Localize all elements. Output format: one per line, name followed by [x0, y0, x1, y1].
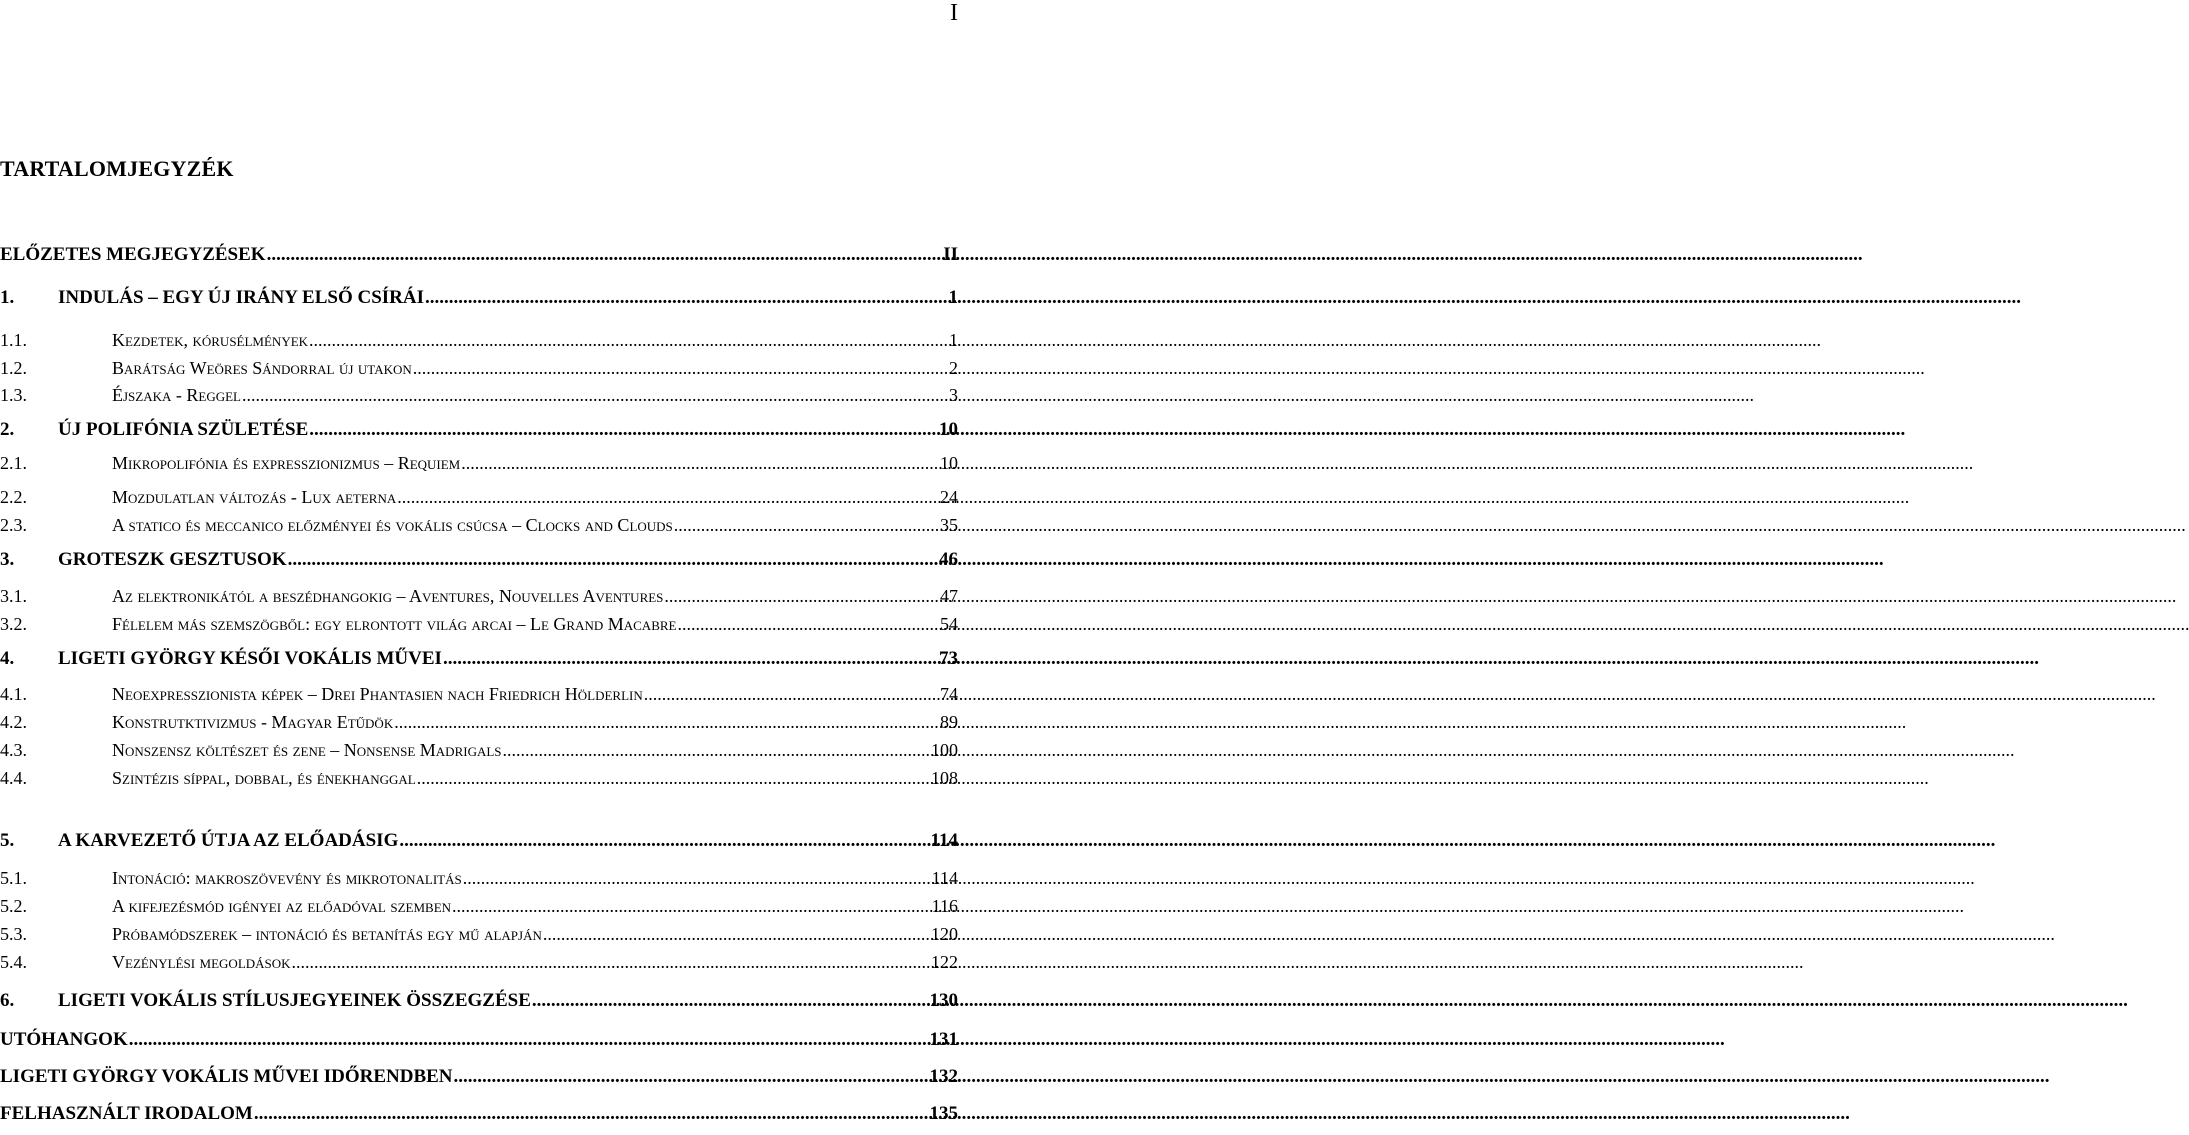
toc-entry[interactable] — [0, 385, 960, 406]
toc-entry-page: 100 — [931, 740, 958, 760]
toc-entry[interactable] — [0, 830, 960, 852]
toc-entry-number: 4.3. — [0, 740, 27, 760]
toc-leader-dots — [425, 287, 948, 309]
toc-entry-label: Vezénylési megoldások — [112, 952, 291, 972]
toc-entry[interactable] — [0, 330, 960, 351]
toc-leader-dots — [267, 244, 943, 266]
toc-entry-number: 4.1. — [0, 684, 27, 704]
toc-entry-number: 5.4. — [0, 952, 27, 972]
page-number: I — [950, 0, 958, 26]
toc-entry-page: 131 — [929, 1029, 958, 1050]
toc-entry-number: 3.1. — [0, 586, 27, 606]
toc-entry-number: 4. — [0, 648, 15, 669]
toc-leader-dots — [463, 868, 931, 889]
toc-leader-dots — [452, 896, 931, 917]
toc-entry-label: Félelem más szemszögből: egy elrontott világ arcai – Le Grand Macabre — [112, 614, 677, 634]
toc-entry-page: 74 — [940, 684, 958, 704]
toc-leader-dots — [394, 712, 939, 733]
toc-leader-dots — [397, 487, 939, 508]
toc-entry-page: 135 — [929, 1103, 958, 1124]
toc-entry-label: FELHASZNÁLT IRODALOM — [0, 1103, 253, 1124]
toc-entry-label: UTÓHANGOK — [0, 1029, 128, 1050]
toc-leader-dots — [288, 549, 938, 571]
toc-entry-page: 1 — [949, 330, 958, 350]
toc-entry-page: 24 — [940, 487, 958, 507]
toc-entry[interactable] — [0, 768, 960, 789]
toc-entry[interactable] — [0, 990, 960, 1012]
toc-entry[interactable] — [0, 515, 960, 536]
toc-entry[interactable] — [0, 453, 960, 474]
toc-entry-number: 5.2. — [0, 896, 27, 916]
toc-entry-number: 2.3. — [0, 515, 27, 535]
toc-entry-label: A kifejezésmód igényei az előadóval szemben — [112, 896, 452, 916]
toc-entry-label: Barátság Weöres Sándorral új utakon — [112, 358, 412, 378]
toc-entry-label: Nonszensz költészet és zene – Nonsense Madrigals — [112, 740, 502, 760]
toc-entry-number: 3.2. — [0, 614, 27, 634]
toc-entry-page: 114 — [931, 868, 958, 888]
toc-entry-page: 54 — [940, 614, 958, 634]
toc-entry[interactable] — [0, 1029, 960, 1051]
toc-leader-dots — [443, 648, 938, 670]
toc-entry[interactable] — [0, 287, 960, 309]
toc-leader-dots — [503, 740, 930, 761]
toc-entry[interactable] — [0, 1103, 960, 1125]
toc-entry-number: 2.1. — [0, 453, 27, 473]
toc-title: TARTALOMJEGYZÉK — [0, 156, 234, 181]
toc-entry-number: 5.1. — [0, 868, 27, 888]
toc-entry[interactable] — [0, 924, 960, 945]
toc-leader-dots — [399, 830, 929, 852]
toc-leader-dots — [461, 453, 939, 474]
toc-entry[interactable] — [0, 868, 960, 889]
toc-entry-number: 1.3. — [0, 385, 27, 405]
toc-entry-label: LIGETI GYÖRGY VOKÁLIS MŰVEI IDŐRENDBEN — [0, 1066, 453, 1087]
toc-entry[interactable] — [0, 549, 960, 571]
toc-entry-page: 35 — [940, 515, 958, 535]
toc-leader-dots — [664, 586, 939, 607]
toc-leader-dots — [417, 768, 930, 789]
toc-entry-page: 89 — [940, 712, 958, 732]
toc-entry-page: 130 — [929, 990, 958, 1011]
toc-leader-dots — [543, 924, 930, 945]
toc-entry-page: 73 — [939, 648, 958, 669]
toc-entry-page: 120 — [931, 924, 958, 944]
toc-entry-number: 5. — [0, 830, 15, 851]
toc-entry-label: LIGETI VOKÁLIS STÍLUSJEGYEINEK ÖSSZEGZÉSE — [58, 990, 531, 1011]
toc-entry-page: 3 — [949, 385, 958, 405]
toc-leader-dots — [254, 1103, 929, 1125]
toc-entry[interactable] — [0, 614, 960, 635]
toc-entry-page: 114 — [930, 830, 958, 851]
toc-entry-page: 47 — [940, 586, 958, 606]
toc-entry-label: Az elektronikától a beszédhangokig – Aventures, Nouvelles Aventures — [112, 586, 664, 606]
toc-entry[interactable] — [0, 648, 960, 670]
toc-entry-label: Mikropolifónia és expresszionizmus – Requiem — [112, 453, 461, 473]
table-of-contents — [0, 0, 960, 1135]
toc-entry[interactable] — [0, 952, 960, 973]
toc-leader-dots — [129, 1029, 929, 1051]
toc-leader-dots — [677, 614, 939, 635]
toc-entry-page: 1 — [948, 287, 958, 308]
toc-entry-number: 4.4. — [0, 768, 27, 788]
toc-leader-dots — [413, 358, 948, 379]
toc-entry-label: Kezdetek, kórusélmények — [112, 330, 309, 350]
toc-entry-number: 2. — [0, 419, 15, 440]
toc-entry[interactable] — [0, 358, 960, 379]
toc-entry-page: 10 — [940, 453, 958, 473]
toc-entry[interactable] — [0, 712, 960, 733]
toc-entry-page: 108 — [931, 768, 958, 788]
toc-entry-label: GROTESZK GESZTUSOK — [58, 549, 287, 570]
toc-entry-label: A KARVEZETŐ ÚTJA AZ ELŐADÁSIG — [58, 830, 399, 851]
toc-entry-label: LIGETI GYÖRGY KÉSŐI VOKÁLIS MŰVEI — [58, 648, 442, 669]
toc-entry-page: 116 — [931, 896, 958, 916]
toc-entry-number: 4.2. — [0, 712, 27, 732]
toc-entry[interactable] — [0, 419, 960, 441]
toc-entry-number: 6. — [0, 990, 15, 1011]
toc-entry-label: ÚJ POLIFÓNIA SZÜLETÉSE — [58, 419, 309, 440]
toc-leader-dots — [242, 385, 948, 406]
toc-entry-page: 2 — [949, 358, 958, 378]
toc-entry-page: 10 — [939, 419, 958, 440]
toc-leader-dots — [309, 419, 938, 441]
toc-entry-number: 1. — [0, 287, 15, 308]
toc-entry-number: 3. — [0, 549, 15, 570]
toc-entry-label: Neoexpresszionista képek – Drei Phantasien nach Friedrich Hölderlin — [112, 684, 643, 704]
toc-entry-page: 46 — [939, 549, 958, 570]
toc-entry[interactable] — [0, 684, 960, 705]
toc-entry-number: 1.2. — [0, 358, 27, 378]
toc-leader-dots — [644, 684, 939, 705]
toc-entry-label: Intonáció: makroszövevény és mikrotonalitás — [112, 868, 462, 888]
toc-leader-dots — [292, 952, 930, 973]
toc-entry-label: Mozdulatlan változás - Lux aeterna — [112, 487, 397, 507]
toc-entry-number: 1.1. — [0, 330, 27, 350]
toc-entry[interactable] — [0, 896, 960, 917]
toc-entry-label: INDULÁS – EGY ÚJ IRÁNY ELSŐ CSÍRÁI — [58, 287, 424, 308]
toc-entry-page: 132 — [929, 1066, 958, 1087]
toc-entry[interactable] — [0, 1066, 960, 1088]
toc-leader-dots — [454, 1066, 929, 1088]
toc-entry-label: Próbamódszerek – intonáció és betanítás egy mű alapján — [112, 924, 542, 944]
toc-entry[interactable] — [0, 244, 960, 266]
toc-entry-page: II — [943, 244, 958, 265]
toc-entry-label: A statico és meccanico előzményei és vokális csúcsa – Clocks and Clouds — [112, 515, 673, 535]
toc-leader-dots — [674, 515, 939, 536]
toc-entry-label: Éjszaka - Reggel — [112, 385, 241, 405]
toc-leader-dots — [309, 330, 948, 351]
toc-entry[interactable] — [0, 740, 960, 761]
toc-entry[interactable] — [0, 586, 960, 607]
toc-leader-dots — [532, 990, 929, 1012]
toc-entry-page: 122 — [931, 952, 958, 972]
toc-entry-label: ELŐZETES MEGJEGYZÉSEK — [0, 244, 266, 265]
toc-entry-label: Szintézis síppal, dobbal, és énekhanggal — [112, 768, 416, 788]
toc-entry[interactable] — [0, 487, 960, 508]
toc-entry-label: Konstrutktivizmus - Magyar Etűdök — [112, 712, 394, 732]
toc-entry-number: 5.3. — [0, 924, 27, 944]
toc-entry-number: 2.2. — [0, 487, 27, 507]
